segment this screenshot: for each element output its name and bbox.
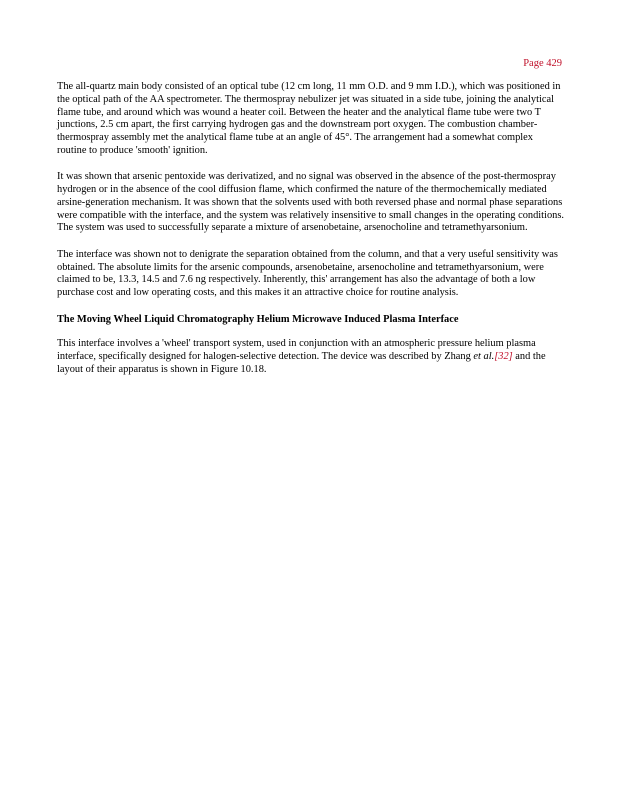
page-content — [57, 81, 565, 390]
paragraph-2: It was shown that arsenic pentoxide was derivatized, and no signal was observed in the absence of the post-thermospray hydrogen or in the absence of the cool diffusion flame, which confirmed the nature of the thermochemically mediated arsine-generation mechanism. It was shown that the solvents used with both reversed phase and normal phase separations were compatible with the interface, and the system was relatively insensitive to small changes in the operating conditions. The system was used to successfully separate a mixture of arsenobetaine, arsenocholine and tetramethyarsonium. — [57, 171, 564, 234]
section-heading: The Moving Wheel Liquid Chromatography Helium Microwave Induced Plasma Interface — [57, 314, 459, 326]
reference-link-32[interactable]: [32] — [494, 351, 513, 363]
et-al: et al. — [473, 351, 495, 363]
paragraph-4 — [57, 338, 565, 376]
paragraph-1: The all-quartz main body consisted of an optical tube (12 cm long, 11 mm O.D. and 9 mm I.D.), which was positioned in the optical path of the AA spectrometer. The thermospray nebulizer jet was situated in a side tube, joining the analytical flame tube, and around which was wound a heater coil. Between the heater and the analytical flame tube were two T junctions, 2.5 cm apart, the first carrying hydrogen gas and the downstream port oxygen. The combustion chamber-thermospray assembly met the analytical flame tube at an angle of 45°. The arrangement had a somewhat complex routine to produce 'smooth' ignition. — [57, 81, 561, 156]
paragraph-4-text: This interface involves a 'wheel' transport system, used in conjunction with an atmospheric pressure helium plasma interface, specifically designed for halogen-selective detection. The device was described by Zhang — [57, 338, 536, 363]
paragraph-3: The interface was shown not to denigrate the separation obtained from the column, and that a very useful sensitivity was obtained. The absolute limits for the arsenic compounds, arsenobetaine, arsenocholine and tetramethyarsonium, were claimed to be, 13.3, 14.5 and 7.6 ng respectively. Inherently, this' arrangement has also the advantage of both a low purchase cost and low operating costs, and this makes it an attractive choice for routine analysis. — [57, 248, 558, 299]
page-number: Page 429 — [523, 58, 562, 69]
paragraph-4-text-end: and the layout of their apparatus is shown in Figure 10.18. — [57, 351, 546, 376]
